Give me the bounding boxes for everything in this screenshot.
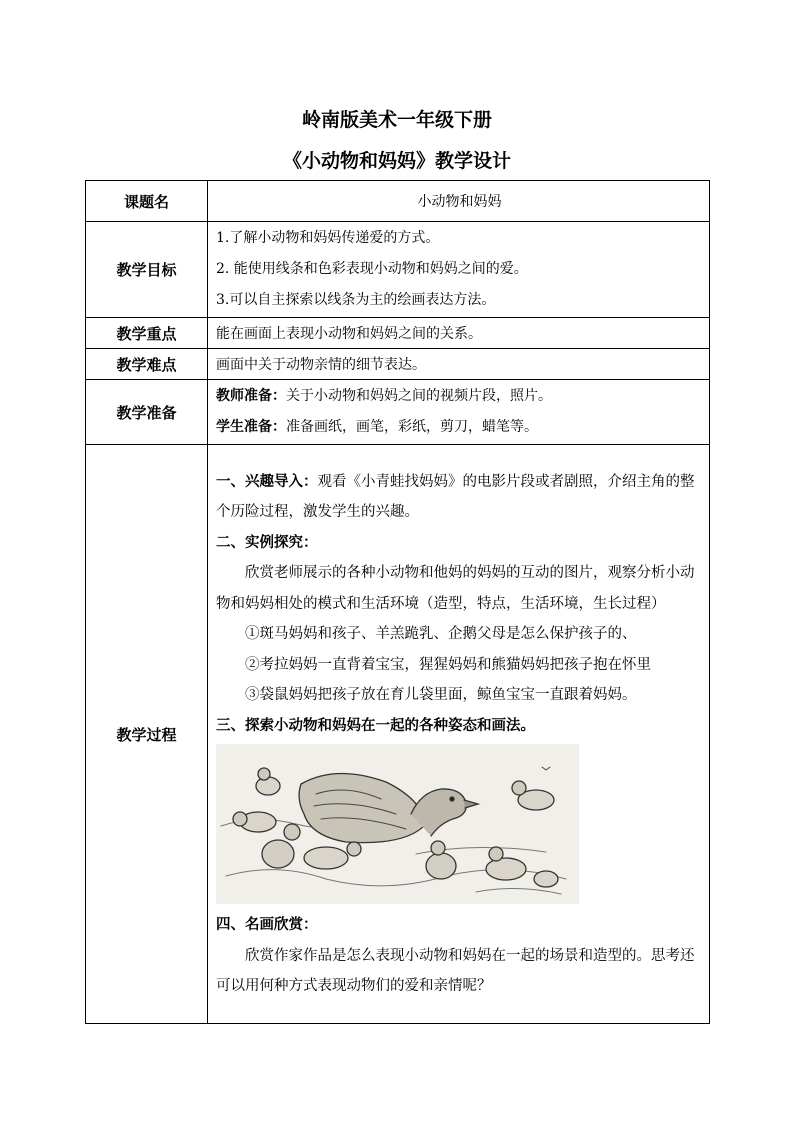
section2-item: ③袋鼠妈妈把孩子放在育儿袋里面，鲸鱼宝宝一直跟着妈妈。 (245, 687, 637, 703)
row-prep (86, 380, 710, 445)
section2-text: 欣赏老师展示的各种小动物和他妈的妈妈的互动的图片，观察分析小动物和妈妈相处的模式和生活环境（造型，特点，生活环境，生长过程） (216, 565, 695, 612)
prep-content (208, 380, 710, 445)
key-label: 教学重点 (86, 318, 208, 349)
student-prep-text: 准备画纸，画笔，彩纸，剪刀，蜡笔等。 (286, 419, 538, 435)
topic-value: 小动物和妈妈 (208, 181, 710, 222)
section3-heading: 三、探索小动物和妈妈在一起的各种姿态和画法。 (216, 717, 535, 734)
goals-content (208, 222, 710, 318)
section2-heading: 二、实例探究： (216, 534, 318, 551)
section4-heading: 四、名画欣赏： (216, 917, 318, 933)
process-content (208, 445, 710, 1024)
duck-family-drawing (216, 744, 579, 904)
student-prep-label: 学生准备： (216, 419, 286, 435)
difficulty-label: 教学难点 (86, 349, 208, 380)
section1-text: 观看《小青蛙找妈妈》的电影片段或者剧照，介绍主角的整个历险过程，激发学生的兴趣。 (216, 473, 695, 520)
difficulty-value: 画面中关于动物亲情的细节表达。 (208, 349, 710, 380)
row-difficulty (86, 349, 710, 380)
process-label: 教学过程 (86, 445, 208, 1024)
key-value: 能在画面上表现小动物和妈妈之间的关系。 (208, 318, 710, 349)
duck-family-illustration (216, 744, 579, 904)
lesson-plan-table (85, 180, 710, 1024)
goal-item: 3.可以自主探索以线条为主的绘画表达方法。 (216, 292, 496, 308)
section2-item: ②考拉妈妈一直背着宝宝，猩猩妈妈和熊猫妈妈把孩子抱在怀里 (245, 656, 651, 673)
document-subtitle: 《小动物和妈妈》教学设计 (282, 150, 511, 172)
row-key (86, 318, 710, 349)
row-topic (86, 181, 710, 222)
section1-heading: 一、兴趣导入： (216, 473, 318, 490)
topic-label: 课题名 (86, 181, 208, 222)
document-title: 岭南版美术一年级下册 (301, 109, 492, 131)
goal-item: 1.了解小动物和妈妈传递爱的方式。 (216, 230, 440, 246)
prep-label: 教学准备 (86, 380, 208, 445)
goals-label: 教学目标 (86, 222, 208, 318)
teacher-prep-text: 关于小动物和妈妈之间的视频片段，照片。 (286, 388, 552, 404)
section2-item: ①斑马妈妈和孩子、羊羔跪乳、企鹅父母是怎么保护孩子的、 (245, 626, 637, 642)
goal-item: 2. 能使用线条和色彩表现小动物和妈妈之间的爱。 (216, 261, 528, 277)
row-process (86, 445, 710, 1024)
row-goals (86, 222, 710, 318)
teacher-prep-label: 教师准备： (216, 388, 286, 404)
section4-text: 欣赏作家作品是怎么表现小动物和妈妈在一起的场景和造型的。思考还可以用何种方式表现动物们的爱和亲情呢？ (216, 947, 695, 994)
